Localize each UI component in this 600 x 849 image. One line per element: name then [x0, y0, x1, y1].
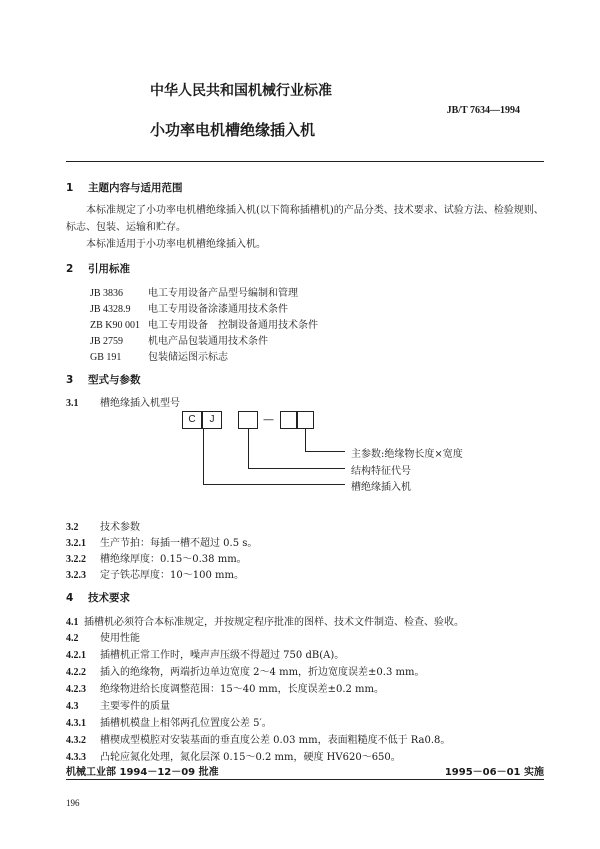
model-dash: —	[263, 413, 274, 426]
page-title: 小功率电机槽绝缘插入机	[150, 121, 316, 139]
model-box-param-1	[280, 411, 297, 429]
clause-text: 使用性能	[100, 633, 140, 644]
label-machine: 槽绝缘插入机	[351, 482, 411, 493]
clause-number: 4.2.3	[66, 684, 86, 695]
label-main-parameter: 主参数:绝缘物长度×宽度	[351, 449, 463, 460]
section-4-heading	[66, 590, 130, 605]
clause-4-2	[66, 629, 140, 644]
clause-text: 槽绝缘厚度：0.15～0.38 mm。	[100, 554, 247, 565]
clause-number: 4.1	[66, 617, 79, 628]
section-number: 2	[66, 263, 74, 275]
clause-4-2-3	[66, 680, 384, 695]
header-rule	[66, 161, 544, 162]
clause-number: 4.3.3	[66, 752, 86, 763]
section-number: 4	[66, 592, 74, 604]
reference-item	[90, 300, 288, 315]
clause-number: 3.2.3	[66, 570, 86, 581]
implementation-date: 1995－06－01 实施	[444, 767, 544, 778]
section-number: 1	[66, 182, 74, 194]
reference-item	[90, 332, 268, 347]
connector-line	[305, 451, 345, 452]
footer-rule	[66, 779, 544, 780]
clause-text: 插槽机正常工作时，噪声声压级不得超过 750 dB(A)。	[100, 650, 345, 661]
connector-line	[248, 468, 345, 469]
clause-text: 插槽机必须符合本标准规定，并按规定程序批准的图样、技术文件制造、检查、验收。	[84, 617, 464, 628]
connector-line	[305, 429, 306, 452]
clause-3-2-3	[66, 566, 244, 581]
standard-code: JB/T 7634—1994	[446, 105, 520, 116]
clause-number: 3.2	[66, 522, 79, 533]
connector-line	[248, 429, 249, 469]
section-title: 型式与参数	[88, 374, 141, 386]
clause-text: 生产节拍：每插一槽不超过 0.5 s。	[100, 538, 258, 549]
reference-item	[90, 348, 228, 363]
clause-3-1	[66, 394, 180, 409]
clause-3-2	[66, 518, 140, 533]
model-box-c: C	[182, 411, 202, 429]
section-1-paragraph-2: 本标准适用于小功率电机槽绝缘插入机。	[86, 239, 266, 250]
reference-title: 电工专用设备涂漆通用技术条件	[148, 304, 288, 315]
clause-4-3-1	[66, 714, 272, 729]
reference-title: 包装储运图示标志	[148, 352, 228, 363]
clause-4-3-3	[66, 748, 401, 763]
clause-number: 4.3	[66, 701, 79, 712]
reference-code: GB 191	[90, 352, 122, 363]
clause-text: 槽楔成型模腔对安装基面的垂直度公差 0.03 mm，表面粗糙度不低于 Ra0.8。	[100, 735, 451, 746]
model-box-structure	[238, 411, 258, 429]
connector-line	[203, 429, 204, 485]
clause-text: 插入的绝缘物，两端折边单边宽度 2～4 mm，折边宽度误差±0.3 mm。	[100, 667, 425, 678]
section-title: 引用标准	[88, 263, 130, 275]
clause-number: 4.2.1	[66, 650, 86, 661]
clause-text: 主要零件的质量	[100, 701, 170, 712]
clause-number: 3.1	[66, 398, 79, 409]
clause-4-1	[66, 613, 464, 628]
label-structure-code: 结构特征代号	[351, 466, 411, 477]
reference-title: 电工专用设备产品型号编制和管理	[148, 288, 298, 299]
section-1-heading	[66, 180, 183, 195]
section-2-heading	[66, 261, 130, 276]
clause-text: 定子铁芯厚度：10～100 mm。	[100, 570, 244, 581]
clause-4-3	[66, 697, 170, 712]
clause-text: 绝缘物进给长度调整范围：15～40 mm，长度误差±0.2 mm。	[100, 684, 385, 695]
reference-code: JB 2759	[90, 336, 124, 347]
issuing-body: 中华人民共和国机械行业标准	[150, 83, 332, 99]
clause-number: 3.2.1	[66, 538, 86, 549]
reference-code: JB 4328.9	[90, 304, 131, 315]
clause-text: 技术参数	[100, 522, 140, 533]
clause-4-2-2	[66, 663, 424, 678]
clause-number: 4.2.2	[66, 667, 86, 678]
section-number: 3	[66, 374, 74, 386]
clause-number: 4.3.1	[66, 718, 86, 729]
section-title: 主题内容与适用范围	[88, 182, 183, 194]
model-box-param-2	[297, 411, 314, 429]
reference-title: 电工专用设备 控制设备通用技术条件	[148, 320, 318, 331]
reference-title: 机电产品包装通用技术条件	[148, 336, 268, 347]
clause-4-3-2	[66, 731, 450, 746]
clause-3-2-1	[66, 534, 257, 549]
section-title: 技术要求	[88, 592, 130, 604]
clause-text: 槽绝缘插入机型号	[100, 398, 180, 409]
clause-3-2-2	[66, 550, 247, 565]
model-box-j: J	[202, 411, 222, 429]
reference-code: JB 3836	[90, 288, 124, 299]
clause-number: 4.3.2	[66, 735, 86, 746]
reference-item	[90, 316, 318, 331]
section-3-heading	[66, 372, 141, 387]
clause-text: 凸轮应氮化处理，氮化层深 0.15～0.2 mm，硬度 HV620～650。	[100, 752, 401, 763]
reference-item	[90, 284, 298, 299]
clause-text: 插槽机模盘上相邻两孔位置度公差 5′。	[100, 718, 272, 729]
page-number: 196	[66, 798, 80, 808]
section-1-paragraph-1: 本标准规定了小功率电机槽绝缘插入机(以下简称插槽机)的产品分类、技术要求、试验方法、检验规则、标志、包装、运输和贮存。	[66, 205, 544, 233]
clause-number: 4.2	[66, 633, 79, 644]
clause-4-2-1	[66, 646, 344, 661]
approval-date: 机械工业部 1994－12－09 批准	[66, 767, 219, 778]
reference-code: ZB K90 001	[90, 320, 140, 331]
connector-line	[203, 484, 345, 485]
clause-number: 3.2.2	[66, 554, 86, 565]
